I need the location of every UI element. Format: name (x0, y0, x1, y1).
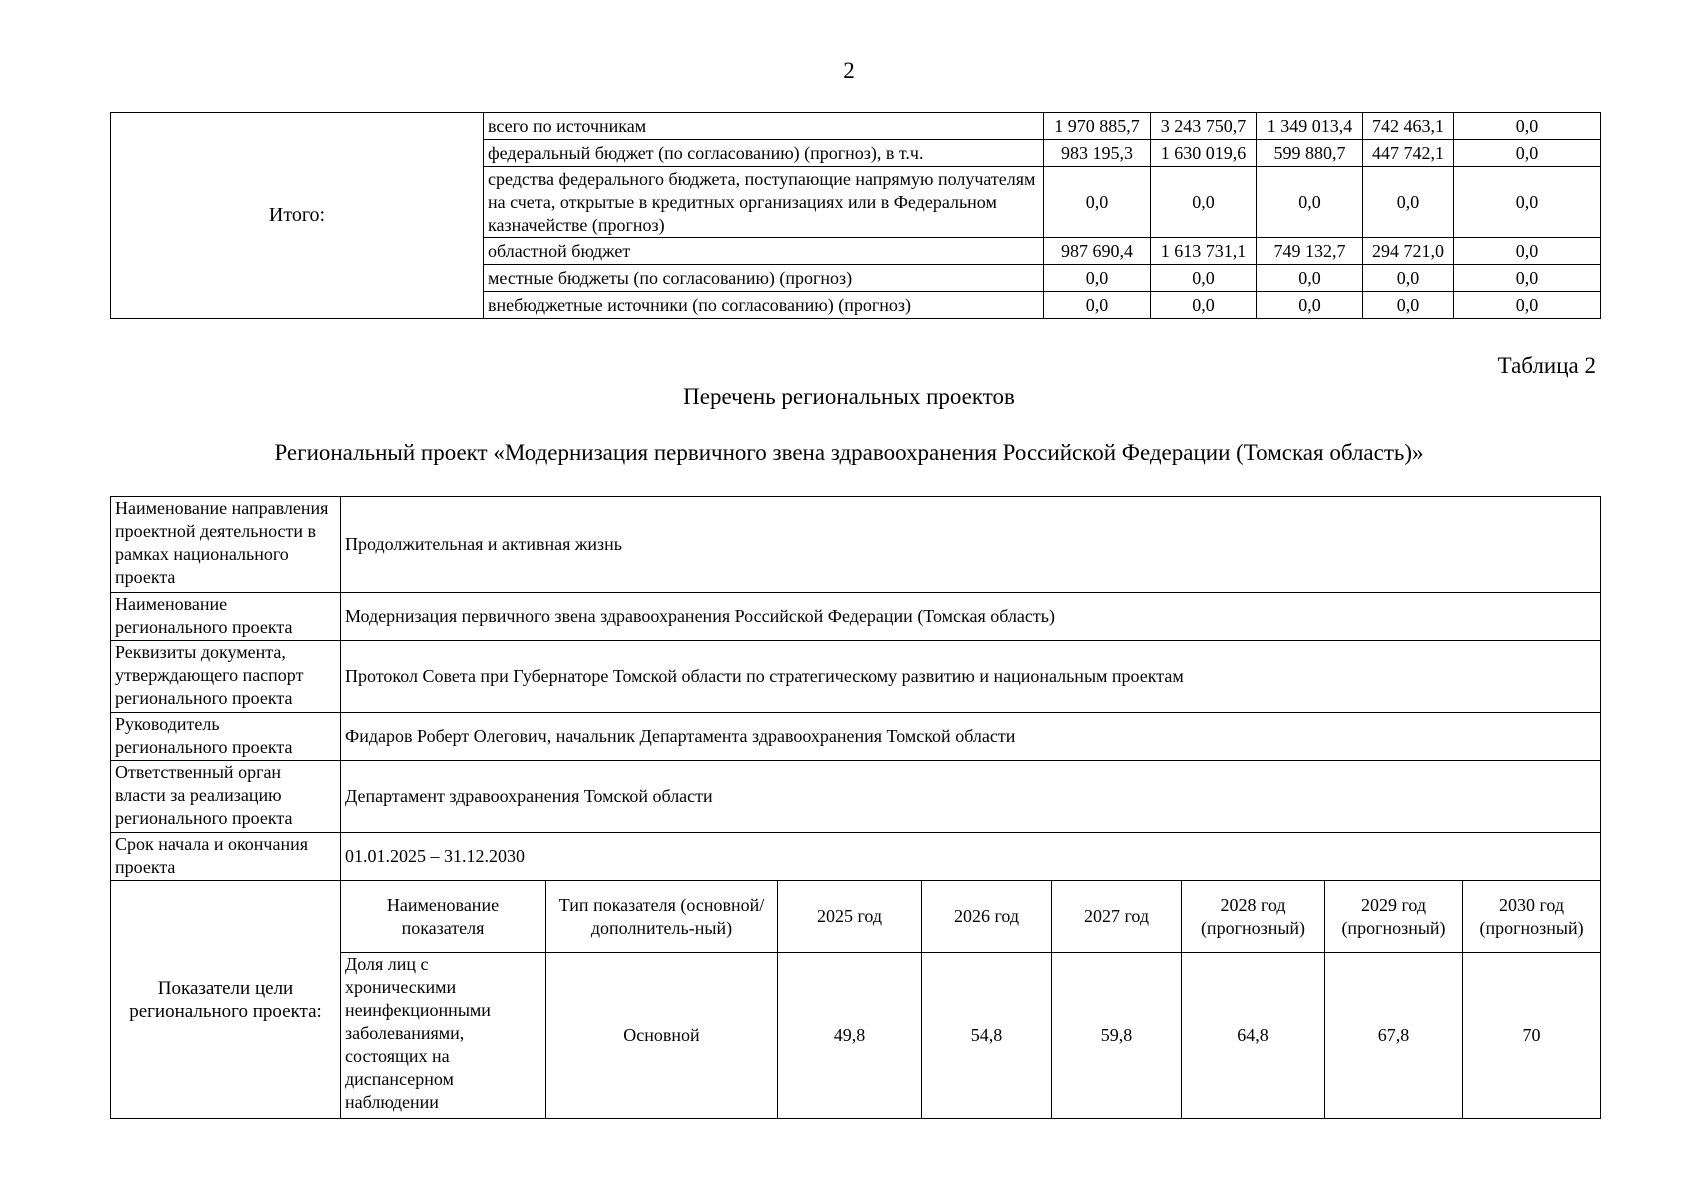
funding-value: 983 195,3 (1044, 140, 1151, 167)
passport-value: 01.01.2025 – 31.12.2030 (341, 833, 1601, 881)
page-number: 2 (843, 58, 855, 83)
funding-value: 0,0 (1257, 292, 1363, 319)
funding-value: 0,0 (1454, 167, 1601, 238)
funding-source: федеральный бюджет (по согласованию) (прогноз), в т.ч. (484, 140, 1044, 167)
indicator-value: 49,8 (778, 953, 922, 1119)
passport-value: Департамент здравоохранения Томской области (341, 761, 1601, 833)
passport-value: Модернизация первичного звена здравоохранения Российской Федерации (Томская область) (341, 593, 1601, 641)
funding-source: местные бюджеты (по согласованию) (прогноз) (484, 265, 1044, 292)
column-header: 2026 год (922, 881, 1052, 953)
funding-value: 0,0 (1454, 113, 1601, 140)
funding-value: 3 243 750,7 (1151, 113, 1257, 140)
table-row (111, 113, 1601, 140)
funding-value: 987 690,4 (1044, 238, 1151, 265)
indicator-value: 67,8 (1325, 953, 1463, 1119)
table-row (111, 713, 1601, 761)
funding-value: 1 630 019,6 (1151, 140, 1257, 167)
funding-value: 1 613 731,1 (1151, 238, 1257, 265)
funding-value: 0,0 (1151, 265, 1257, 292)
funding-value: 742 463,1 (1363, 113, 1454, 140)
passport-label: Реквизиты документа, утверждающего паспорт регионального проекта (111, 641, 341, 713)
funding-value: 0,0 (1454, 140, 1601, 167)
column-header: 2028 год (прогнозный) (1182, 881, 1325, 953)
project-title: Региональный проект «Модернизация первичного звена здравоохранения Российской Федерации (Томская область)» (274, 440, 1424, 465)
column-header: 2027 год (1052, 881, 1182, 953)
passport-value: Фидаров Роберт Олегович, начальник Департамента здравоохранения Томской области (341, 713, 1601, 761)
column-header: 2025 год (778, 881, 922, 953)
total-label: Итого: (111, 113, 484, 319)
indicator-goal-label: Показатели цели регионального проекта: (111, 881, 341, 1119)
passport-label: Ответственный орган власти за реализацию регионального проекта (111, 761, 341, 833)
funding-value: 0,0 (1454, 265, 1601, 292)
column-header: 2029 год (прогнозный) (1325, 881, 1463, 953)
table-row (111, 761, 1601, 833)
passport-value: Продолжительная и активная жизнь (341, 497, 1601, 593)
passport-label: Наименование регионального проекта (111, 593, 341, 641)
funding-value: 0,0 (1257, 167, 1363, 238)
indicator-value: 64,8 (1182, 953, 1325, 1119)
passport-value: Протокол Совета при Губернаторе Томской области по стратегическому развитию и национальным проектам (341, 641, 1601, 713)
project-passport-table (110, 496, 1601, 1119)
column-header: Наименование показателя (341, 881, 546, 953)
indicator-value: 54,8 (922, 953, 1052, 1119)
funding-value: 0,0 (1151, 167, 1257, 238)
funding-source: всего по источникам (484, 113, 1044, 140)
column-header: 2030 год (прогнозный) (1463, 881, 1601, 953)
funding-value: 294 721,0 (1363, 238, 1454, 265)
funding-value: 1 970 885,7 (1044, 113, 1151, 140)
funding-value: 447 742,1 (1363, 140, 1454, 167)
funding-value: 599 880,7 (1257, 140, 1363, 167)
funding-value: 0,0 (1044, 265, 1151, 292)
passport-label: Срок начала и окончания проекта (111, 833, 341, 881)
table-row (111, 593, 1601, 641)
funding-source: областной бюджет (484, 238, 1044, 265)
section-title: Перечень региональных проектов (683, 384, 1015, 409)
funding-value: 0,0 (1363, 265, 1454, 292)
indicator-value: 59,8 (1052, 953, 1182, 1119)
indicator-header-row (111, 881, 1601, 953)
funding-value: 1 349 013,4 (1257, 113, 1363, 140)
passport-label: Наименование направления проектной деятельности в рамках национального проекта (111, 497, 341, 593)
funding-value: 0,0 (1044, 292, 1151, 319)
funding-source: внебюджетные источники (по согласованию) (прогноз) (484, 292, 1044, 319)
table-caption: Таблица 2 (1497, 353, 1596, 378)
funding-value: 0,0 (1363, 167, 1454, 238)
funding-table (110, 112, 1601, 319)
funding-value: 749 132,7 (1257, 238, 1363, 265)
table-row (111, 641, 1601, 713)
funding-value: 0,0 (1151, 292, 1257, 319)
passport-label: Руководитель регионального проекта (111, 713, 341, 761)
table-row (111, 833, 1601, 881)
funding-value: 0,0 (1363, 292, 1454, 319)
funding-value: 0,0 (1257, 265, 1363, 292)
table-row (111, 497, 1601, 593)
indicator-value: 70 (1463, 953, 1601, 1119)
indicator-name: Доля лиц с хроническими неинфекционными заболеваниями, состоящих на диспансерном наблюдении (341, 953, 546, 1119)
funding-value: 0,0 (1454, 292, 1601, 319)
funding-source: средства федерального бюджета, поступающие напрямую получателям на счета, открытые в кредитных организациях или в Федеральном казначействе (прогноз) (484, 167, 1044, 238)
funding-value: 0,0 (1044, 167, 1151, 238)
funding-value: 0,0 (1454, 238, 1601, 265)
column-header: Тип показателя (основной/дополнитель-ный) (546, 881, 778, 953)
indicator-type: Основной (546, 953, 778, 1119)
